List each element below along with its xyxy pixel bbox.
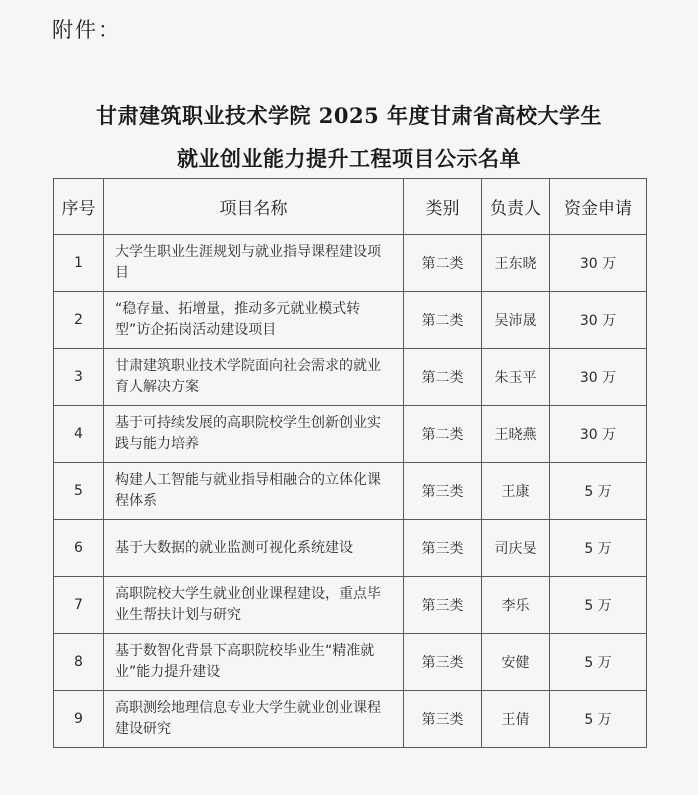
table-row (54, 691, 647, 748)
table-row (54, 349, 647, 406)
cell-owner: 李乐 (482, 577, 550, 634)
cell-category: 第二类 (404, 349, 482, 406)
cell-category: 第三类 (404, 691, 482, 748)
cell-funding: 5 万 (550, 520, 647, 577)
cell-funding: 5 万 (550, 691, 647, 748)
cell-category: 第二类 (404, 406, 482, 463)
cell-no: 8 (54, 634, 104, 691)
header-no: 序号 (54, 179, 104, 235)
cell-name: 高职测绘地理信息专业大学生就业创业课程建设研究 (104, 691, 404, 748)
cell-owner: 王倩 (482, 691, 550, 748)
cell-category: 第三类 (404, 520, 482, 577)
cell-funding: 30 万 (550, 349, 647, 406)
cell-name: 高职院校大学生就业创业课程建设，重点毕业生帮扶计划与研究 (104, 577, 404, 634)
cell-no: 2 (54, 292, 104, 349)
header-name: 项目名称 (104, 179, 404, 235)
table-row (54, 406, 647, 463)
cell-name: 基于数智化背景下高职院校毕业生“精准就业”能力提升建设 (104, 634, 404, 691)
cell-no: 5 (54, 463, 104, 520)
cell-name: 基于大数据的就业监测可视化系统建设 (104, 520, 404, 577)
table-header-row (54, 179, 647, 235)
cell-funding: 5 万 (550, 634, 647, 691)
project-table (53, 178, 647, 748)
cell-no: 3 (54, 349, 104, 406)
cell-funding: 30 万 (550, 235, 647, 292)
cell-owner: 朱玉平 (482, 349, 550, 406)
cell-owner: 王晓燕 (482, 406, 550, 463)
cell-category: 第二类 (404, 292, 482, 349)
cell-category: 第三类 (404, 577, 482, 634)
cell-no: 7 (54, 577, 104, 634)
table-row (54, 520, 647, 577)
cell-no: 9 (54, 691, 104, 748)
table-row (54, 292, 647, 349)
cell-no: 6 (54, 520, 104, 577)
cell-name: “稳存量、拓增量，推动多元就业模式转型”访企拓岗活动建设项目 (104, 292, 404, 349)
header-category: 类别 (404, 179, 482, 235)
cell-category: 第三类 (404, 634, 482, 691)
cell-name: 大学生职业生涯规划与就业指导课程建设项目 (104, 235, 404, 292)
cell-no: 4 (54, 406, 104, 463)
cell-owner: 王康 (482, 463, 550, 520)
cell-name: 基于可持续发展的高职院校学生创新创业实践与能力培养 (104, 406, 404, 463)
cell-category: 第三类 (404, 463, 482, 520)
cell-owner: 安健 (482, 634, 550, 691)
cell-funding: 5 万 (550, 577, 647, 634)
table-row (54, 577, 647, 634)
page-title-line-2: 就业创业能力提升工程项目公示名单 (177, 146, 521, 171)
cell-funding: 30 万 (550, 292, 647, 349)
table-row (54, 463, 647, 520)
page-title-line-1: 甘肃建筑职业技术学院 2025 年度甘肃省高校大学生 (95, 103, 603, 128)
header-owner: 负责人 (482, 179, 550, 235)
cell-funding: 30 万 (550, 406, 647, 463)
header-funding: 资金申请 (550, 179, 647, 235)
table-row (54, 235, 647, 292)
cell-owner: 吴沛晟 (482, 292, 550, 349)
cell-funding: 5 万 (550, 463, 647, 520)
cell-owner: 王东晓 (482, 235, 550, 292)
cell-no: 1 (54, 235, 104, 292)
table-row (54, 634, 647, 691)
cell-name: 构建人工智能与就业指导相融合的立体化课程体系 (104, 463, 404, 520)
cell-name: 甘肃建筑职业技术学院面向社会需求的就业育人解决方案 (104, 349, 404, 406)
cell-owner: 司庆旻 (482, 520, 550, 577)
cell-category: 第二类 (404, 235, 482, 292)
attachment-label: 附件： (52, 18, 121, 42)
